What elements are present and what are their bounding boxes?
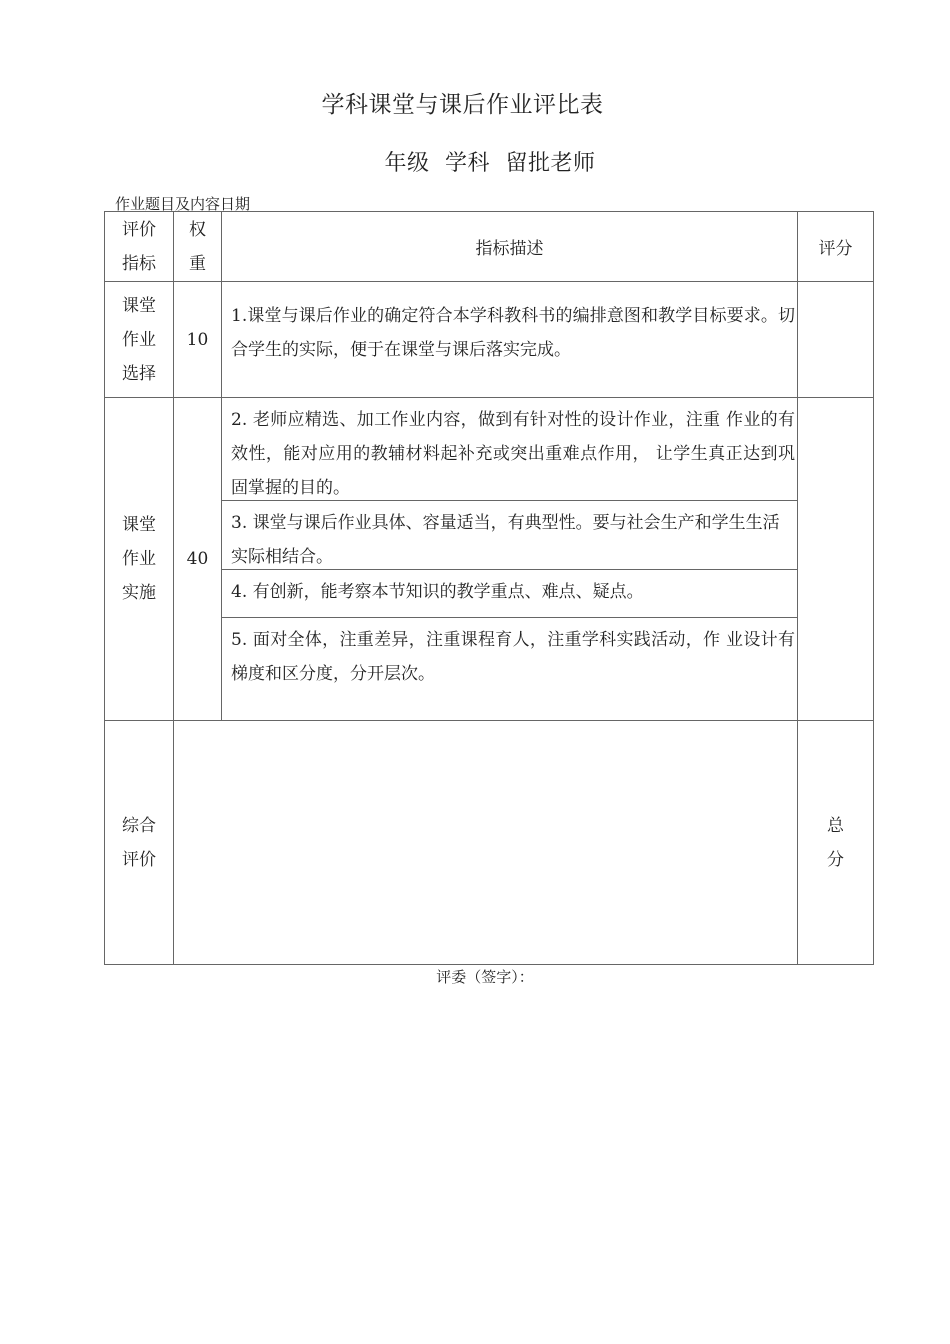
table-header-row bbox=[105, 212, 874, 282]
row2-indicator-line1: 课堂 bbox=[122, 515, 156, 535]
header-indicator-line2: 指标 bbox=[122, 253, 156, 274]
row1-weight: 10 bbox=[174, 282, 222, 398]
homework-topic-date-label: 作业题目及内容日期 bbox=[115, 195, 251, 213]
summary-comment-cell[interactable] bbox=[174, 721, 798, 965]
row1-description bbox=[222, 282, 798, 398]
header-weight bbox=[174, 212, 222, 282]
row2-description bbox=[222, 398, 798, 721]
summary-total-line2: 分 bbox=[827, 849, 844, 870]
row1-indicator-line3: 选择 bbox=[122, 363, 156, 384]
row1-indicator-line2: 作业 bbox=[122, 329, 156, 350]
document-title: 学科课堂与课后作业评比表 bbox=[321, 92, 604, 118]
evaluation-table bbox=[104, 211, 874, 965]
row2-score-cell[interactable] bbox=[798, 398, 874, 721]
table-row bbox=[105, 282, 874, 398]
summary-label-line2: 评价 bbox=[122, 849, 156, 870]
row1-indicator-line1: 课堂 bbox=[122, 295, 156, 316]
summary-total-line1: 总 bbox=[827, 815, 844, 836]
summary-row bbox=[105, 721, 874, 965]
subtitle-grade: 年级 bbox=[384, 151, 430, 176]
row2-item-3: 3. 课堂与课后作业具体、容量适当，有典型性。要与社会生产和学生生活实际相结合。 bbox=[222, 501, 797, 570]
header-description: 指标描述 bbox=[222, 212, 798, 282]
document-subtitle bbox=[0, 146, 950, 177]
header-indicator-line1: 评价 bbox=[122, 219, 156, 240]
row2-indicator-line3: 实施 bbox=[122, 583, 156, 603]
row1-indicator bbox=[105, 282, 174, 398]
row2-indicator bbox=[105, 398, 174, 721]
judge-signature-label: 评委（签字）： bbox=[436, 968, 534, 986]
table-row bbox=[105, 398, 874, 721]
row2-weight: 40 bbox=[174, 398, 222, 721]
summary-total bbox=[798, 721, 874, 965]
row2-item-2: 2. 老师应精选、加工作业内容，做到有针对性的设计作业，注重 作业的有效性，能对应用的教辅材料起补充或突出重难点作用， 让学生真正达到巩固掌握的目的。 bbox=[222, 398, 797, 501]
subtitle-subject: 学科 bbox=[444, 151, 490, 176]
subtitle-teacher: 留批老师 bbox=[505, 151, 596, 176]
summary-label-line1: 综合 bbox=[122, 815, 156, 836]
header-indicator bbox=[105, 212, 174, 282]
row2-item-4: 4. 有创新，能考察本节知识的教学重点、难点、疑点。 bbox=[222, 570, 797, 618]
header-score: 评分 bbox=[798, 212, 874, 282]
row2-item-5: 5. 面对全体，注重差异，注重课程育人，注重学科实践活动，作 业设计有梯度和区分度，分开层次。 bbox=[231, 630, 795, 684]
row1-item-1: 1.课堂与课后作业的确定符合本学科教科书的编排意图和教学目标要求。切合学生的实际，便于在课堂与课后落实完成。 bbox=[231, 305, 795, 360]
header-weight-line2: 重 bbox=[189, 253, 206, 274]
row2-indicator-line2: 作业 bbox=[122, 549, 156, 569]
row1-score-cell[interactable] bbox=[798, 282, 874, 398]
header-weight-line1: 权 bbox=[189, 219, 206, 240]
summary-label bbox=[105, 721, 174, 965]
